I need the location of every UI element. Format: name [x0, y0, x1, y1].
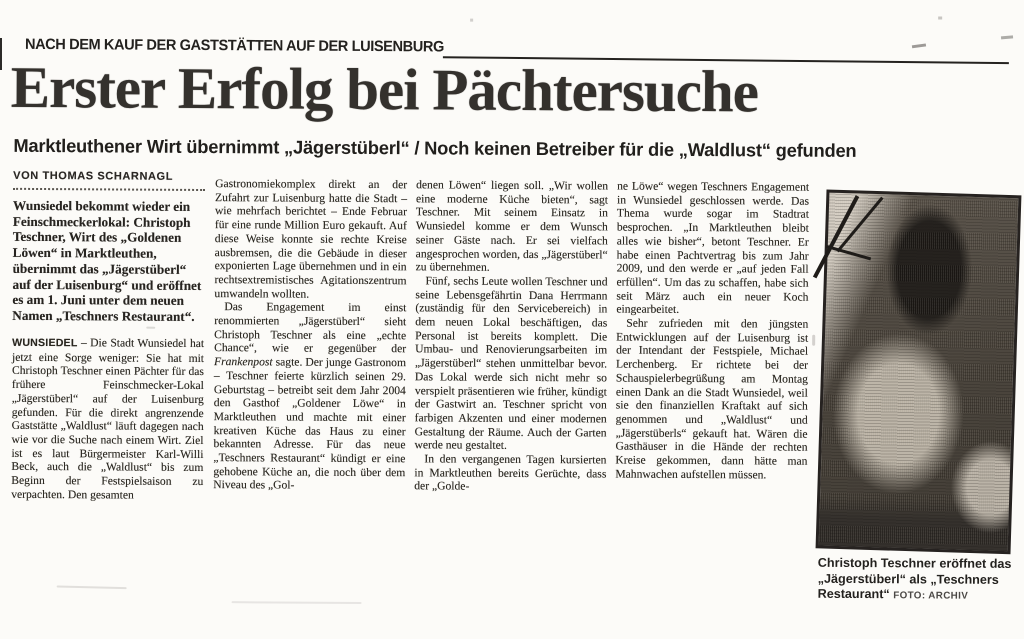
- lead-paragraph: Wunsiedel bekommt wieder ein Feinschmeckerlokal: Christoph Teschner, Wirt des „Goldenen Löwen“ in Marktleuthen, übernimmt das „Jägerstüberl“ auf der Luisenburg“ und eröffnet es am 1. Juni unter dem neuen Namen „Teschners Restaurant“.: [12, 197, 202, 325]
- subheadline: Marktleuthener Wirt übernimmt „Jägerstüberl“ / Noch keinen Betreiber für die „Waldlust“ gefunden: [13, 134, 857, 161]
- scan-smudge: [146, 327, 155, 329]
- scan-speck: [912, 43, 926, 48]
- body-paragraph: ne Löwe“ wegen Teschners Engagement in Wunsiedel geschlossen werde. Das Thema wurde sogar im Stadtrat besprochen. „In Marktleuthen bleibt alles wie bisher“, betont Teschner. Er habe einen Pachtvertrag bis zum Jahr 2009, und den werde er „auf jeden Fall erfüllen“. Um das zu schaffen, habe sich seit März auch ein neuer Koch eingearbeitet.: [616, 179, 810, 317]
- paragraph-text: Das Engagement im einst renommierten „Jägerstüberl“ sieht Christoph Teschner als eine „echte Chance“, wie er gegenüber der: [214, 300, 407, 356]
- kicker-line: NACH DEM KAUF DER GASTSTÄTTEN AUF DER LUISENBURG: [24, 35, 444, 56]
- scan-speck: [938, 16, 942, 19]
- article-photo: [816, 189, 1022, 554]
- paragraph-text: – Die Stadt Wunsiedel hat jetzt eine Sorge weniger: Sie hat mit Christoph Teschner einen Pächter für das frühere Feinschmecker-Lokal „Jägerstüberl“ auf der Luisenburg gefunden. Für die direkt angrenzende Gaststätte „Waldlust“ läuft dagegen nach wie vor die Suche nach einem Wirt. Ziel ist es laut Bürgermeister Karl-Willi Beck, auch die „Waldlust“ bis zum Beginn der Festspielsaison zu verpachten. Den gesamten: [11, 336, 205, 502]
- scan-smudge: [812, 335, 815, 346]
- paragraph-text: sagte. Der junge Gastronom – Teschner feierte kürzlich seinen 29. Geburtstag – betreibt seit dem Jahr 2004 den Gasthof „Goldener Löwe“ in Marktleuthen und machte mit einer kreativen Küche das Haus zu einer bekannten Adresse. Für das neue „Teschners Restaurant“ kündigt er eine gehobene Küche an, die noch über dem Niveau des „Gol-: [213, 355, 407, 493]
- body-paragraph: Sehr zufrieden mit den jüngsten Entwicklungen auf der Luisenburg ist der Intendant der Festspiele, Michael Lerchenberg. Er richtete bei der Schauspielerbegrüßung am Montag einen Dank an die Stadt Wunsiedel, weil sie den finanziellen Kraftakt auf sich genommen und „Waldlust“ und „Jägerstüberls“ gekauft hat. Wären die Gasthäuser in die Hände der rechten Kreise gekommen, dann hätte man Mahnwachen aufstellen müssen.: [615, 316, 809, 482]
- column-2: [213, 177, 407, 493]
- photo-branch-shadow: [826, 245, 871, 260]
- headline: Erster Erfolg bei Pächtersuche: [10, 53, 759, 125]
- column-4: [615, 180, 809, 483]
- photo-caption: [818, 556, 1018, 605]
- body-paragraph: [11, 336, 204, 503]
- dateline-city: WUNSIEDEL: [12, 336, 78, 350]
- byline: VON THOMAS SCHARNAGL: [13, 170, 205, 191]
- column-3: [414, 178, 608, 494]
- body-paragraph: denen Löwen“ liegen soll. „Wir wollen eine moderne Küche bieten“, sagt Teschner. Mit seinem Einsatz in Wunsiedel komme er dem Wunsch seiner Gäste nach. Er sei vielfach angesprochen worden, das „Jägerstüberl“ zu übernehmen.: [415, 178, 609, 274]
- photo-branch-shadow: [813, 195, 859, 278]
- scan-artifacts: [0, 0, 1024, 6]
- newspaper-name: Frankenpost: [213, 355, 273, 369]
- body-paragraph: Fünf, sechs Leute wollen Teschner und seine Lebensgefährtin Dana Herrmann (zuständig für den Servicebereich) in dem neuen Lokal beschäftigen, das Personal ist bereits komplett. Die Umbau- und Renovierungsarbeiten im „Jägerstüberl“ stehen unmittelbar bevor. Das Lokal werde sich nicht mehr so verspielt präsentieren wie früher, kündigt der Gastwirt an. Teschner spricht von farbigen Akzenten und einer modernen Gestaltung der Räume. Auch der Garten werde neu gestaltet.: [414, 274, 608, 453]
- body-paragraph: Gastronomiekomplex direkt an der Zufahrt zur Luisenburg hatte die Stadt – wie mehrfach berichtet – Ende Februar für eine runde Million Euro gekauft. Auf diese Weise konnte sie rechte Kreise ausbremsen, die die Gebäude in dieser exponierten Lage übernehmen und in ein rechtsextremistisches Agitationszentrum umwandeln wollten.: [214, 177, 408, 301]
- scan-speck: [470, 19, 473, 22]
- photo-credit: FOTO: ARCHIV: [893, 590, 969, 602]
- scan-smudge: [232, 601, 362, 604]
- caption-text: Christoph Teschner eröffnet das „Jägerstüberl“ als „Teschners Restaurant“: [817, 555, 1012, 602]
- scan-speck: [1001, 35, 1013, 39]
- body-paragraph: [213, 300, 406, 493]
- column-1: [11, 170, 205, 503]
- scan-smudge: [57, 586, 127, 590]
- body-paragraph: In den vergangenen Tagen kursierten in Marktleuthen bereits Gerüchte, dass der „Golde-: [414, 452, 607, 494]
